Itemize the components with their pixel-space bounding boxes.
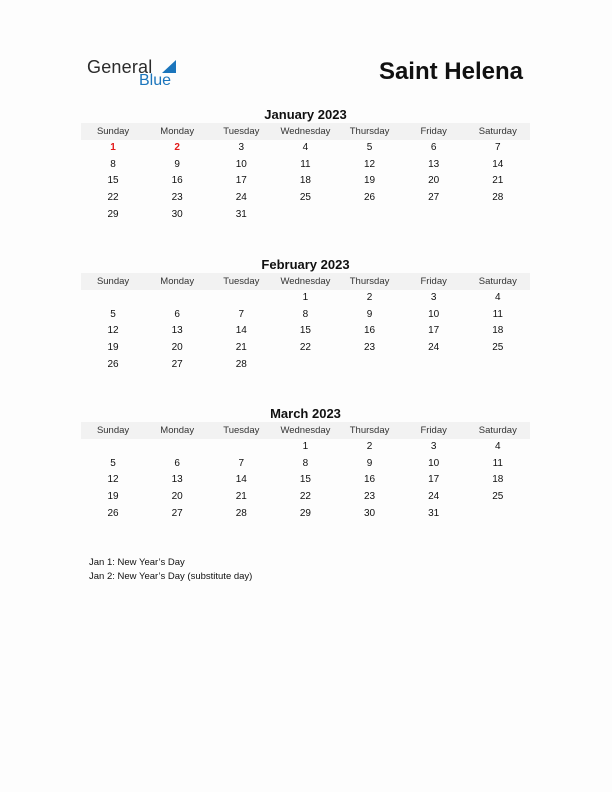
country-title: Saint Helena — [378, 58, 523, 85]
day-cell: 7 — [238, 308, 245, 320]
day-cell: 1 — [110, 142, 116, 153]
day-cell: 1 — [302, 441, 309, 452]
day-cell: 14 — [492, 158, 504, 170]
day-cell: 5 — [110, 457, 116, 469]
week-row — [81, 439, 530, 456]
day-cell: 26 — [364, 192, 376, 204]
day-cell: 15 — [107, 175, 119, 187]
day-cell: 9 — [366, 457, 373, 469]
day-cell: 23 — [171, 192, 183, 204]
day-cell: 13 — [171, 474, 183, 486]
weekday-header — [81, 123, 530, 140]
day-cell: 27 — [428, 192, 440, 204]
month-calendar — [81, 405, 530, 522]
day-cell: 6 — [174, 457, 180, 469]
day-cell: 18 — [492, 325, 504, 337]
day-cell: 28 — [235, 358, 247, 370]
day-cell — [466, 506, 530, 523]
weekday-label: Sunday — [96, 126, 130, 137]
day-cell: 2 — [366, 441, 373, 452]
weekday-header — [81, 273, 530, 290]
week-row — [81, 472, 530, 489]
month-calendar — [81, 256, 530, 373]
day-cell: 16 — [171, 175, 183, 187]
day-cell: 6 — [430, 142, 437, 153]
day-cell: 7 — [238, 457, 245, 469]
weekday-label: Thursday — [349, 126, 390, 137]
month-calendar — [81, 106, 530, 223]
day-cell: 6 — [174, 308, 180, 320]
day-cell: 15 — [299, 474, 311, 486]
weekday-label: Wednesday — [280, 425, 331, 436]
week-row — [81, 323, 530, 340]
weekday-label: Wednesday — [280, 126, 331, 137]
day-cell: 4 — [302, 142, 309, 153]
day-cell: 27 — [171, 507, 183, 519]
weekday-label: Tuesday — [223, 276, 260, 287]
weekday-label: Tuesday — [223, 425, 260, 436]
day-cell: 30 — [364, 507, 376, 519]
weekday-header — [81, 422, 530, 439]
logo-word-blue: Blue — [139, 72, 172, 89]
week-row — [81, 157, 530, 174]
day-cell: 28 — [492, 192, 504, 204]
day-cell: 3 — [430, 441, 437, 452]
day-cell: 14 — [235, 325, 247, 337]
day-cell: 28 — [235, 507, 247, 519]
month-title: February 2023 — [261, 257, 350, 272]
day-cell: 20 — [171, 491, 183, 503]
logo-word-general: General — [87, 57, 153, 77]
day-cell: 31 — [235, 208, 247, 220]
day-cell: 25 — [492, 491, 504, 503]
week-row — [81, 456, 530, 473]
day-cell: 19 — [107, 491, 119, 503]
day-cell — [145, 290, 209, 307]
day-cell: 5 — [366, 142, 373, 153]
day-cell: 31 — [428, 507, 440, 519]
day-cell — [338, 357, 402, 374]
day-cell: 30 — [171, 208, 183, 220]
day-cell — [338, 207, 402, 224]
day-cell: 19 — [107, 342, 119, 354]
week-row — [81, 190, 530, 207]
day-cell: 10 — [428, 308, 440, 320]
weekday-label: Saturday — [478, 276, 517, 287]
day-cell — [466, 207, 530, 224]
day-cell: 25 — [299, 192, 311, 204]
weekday-label: Sunday — [96, 425, 130, 436]
day-cell: 3 — [238, 142, 245, 153]
day-cell: 20 — [428, 175, 440, 187]
day-cell: 12 — [107, 474, 119, 486]
day-cell — [402, 207, 466, 224]
day-cell: 17 — [428, 325, 440, 337]
weekday-label: Thursday — [349, 425, 390, 436]
day-cell: 9 — [174, 158, 180, 170]
day-cell: 24 — [428, 491, 440, 503]
weekday-label: Monday — [160, 276, 195, 287]
day-cell — [81, 290, 145, 307]
weekday-label: Saturday — [478, 425, 517, 436]
day-cell: 4 — [495, 441, 501, 452]
month-title: January 2023 — [264, 107, 347, 122]
day-cell: 18 — [492, 474, 504, 486]
day-cell — [209, 290, 273, 307]
weekday-label: Friday — [420, 425, 447, 436]
day-cell: 29 — [107, 208, 119, 220]
weekday-label: Friday — [420, 276, 447, 287]
day-cell: 10 — [428, 457, 440, 469]
day-cell: 2 — [174, 142, 180, 153]
holiday-notes — [89, 556, 252, 584]
weekday-label: Wednesday — [280, 276, 331, 287]
day-cell: 24 — [235, 192, 247, 204]
day-cell: 13 — [428, 158, 440, 170]
logo-triangle-icon — [142, 59, 180, 73]
day-cell: 22 — [299, 491, 311, 503]
day-cell: 26 — [107, 507, 119, 519]
day-cell — [273, 357, 337, 374]
day-cell: 16 — [364, 325, 376, 337]
day-cell — [209, 439, 273, 456]
week-row — [81, 290, 530, 307]
generalblue-logo — [87, 57, 187, 91]
week-row — [81, 357, 530, 374]
holiday-note: Jan 2: New Year’s Day (substitute day) — [89, 571, 253, 582]
day-cell — [466, 357, 530, 374]
day-cell: 16 — [364, 474, 376, 486]
day-cell — [81, 439, 145, 456]
day-cell: 11 — [492, 308, 503, 320]
month-title: March 2023 — [270, 406, 341, 421]
day-cell: 22 — [107, 192, 119, 204]
day-cell: 21 — [235, 342, 247, 354]
holiday-note: Jan 1: New Year’s Day — [89, 557, 185, 568]
day-cell: 17 — [428, 474, 440, 486]
day-cell: 4 — [495, 292, 501, 303]
week-row — [81, 207, 530, 224]
day-cell — [145, 439, 209, 456]
week-row — [81, 489, 530, 506]
day-cell: 14 — [235, 474, 247, 486]
week-row — [81, 140, 530, 157]
day-cell: 8 — [110, 158, 116, 170]
week-row — [81, 307, 530, 324]
day-cell: 10 — [235, 158, 247, 170]
day-cell: 12 — [107, 325, 119, 337]
day-cell: 11 — [492, 457, 503, 469]
day-cell: 15 — [299, 325, 311, 337]
day-cell: 9 — [366, 308, 373, 320]
weekday-label: Friday — [420, 126, 447, 137]
day-cell: 21 — [235, 491, 247, 503]
week-row — [81, 506, 530, 523]
weekday-label: Saturday — [478, 126, 517, 137]
week-row — [81, 340, 530, 357]
day-cell: 8 — [302, 308, 309, 320]
day-cell: 5 — [110, 308, 116, 320]
weekday-label: Thursday — [349, 276, 390, 287]
day-cell: 12 — [364, 158, 376, 170]
weekday-label: Monday — [160, 126, 195, 137]
day-cell: 29 — [299, 507, 311, 519]
day-cell — [273, 207, 337, 224]
day-cell: 20 — [171, 342, 183, 354]
day-cell: 23 — [364, 491, 376, 503]
day-cell: 19 — [364, 175, 376, 187]
day-cell: 17 — [235, 175, 247, 187]
day-cell: 2 — [366, 292, 373, 303]
day-cell: 18 — [299, 175, 311, 187]
day-cell: 3 — [430, 292, 437, 303]
day-cell: 21 — [492, 175, 504, 187]
day-cell — [402, 357, 466, 374]
day-cell: 25 — [492, 342, 504, 354]
day-cell: 7 — [495, 142, 501, 153]
weekday-label: Monday — [160, 425, 195, 436]
day-cell: 13 — [171, 325, 183, 337]
day-cell: 23 — [364, 342, 376, 354]
day-cell: 1 — [302, 292, 309, 303]
day-cell: 8 — [302, 457, 309, 469]
weekday-label: Tuesday — [223, 126, 260, 137]
day-cell: 27 — [171, 358, 183, 370]
day-cell: 22 — [299, 342, 311, 354]
day-cell: 24 — [428, 342, 440, 354]
day-cell: 26 — [107, 358, 119, 370]
week-row — [81, 173, 530, 190]
day-cell: 11 — [300, 158, 311, 170]
weekday-label: Sunday — [96, 276, 130, 287]
